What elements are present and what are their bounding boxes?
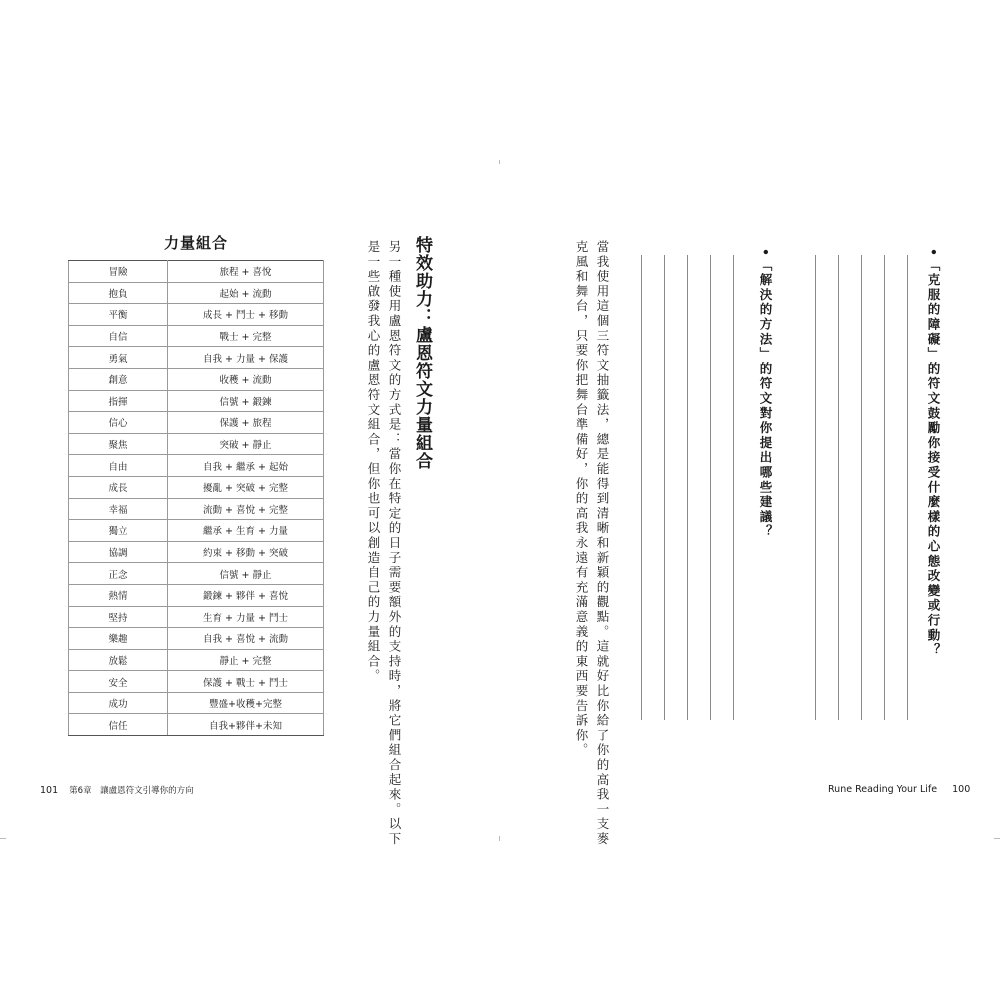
answer-line (838, 255, 839, 720)
answer-line (861, 255, 862, 720)
quality-cell: 平衡 (69, 304, 168, 326)
rune-combination-cell: 成長 + 鬥士 + 移動 (168, 304, 324, 326)
book-title: Rune Reading Your Life (828, 784, 938, 795)
answer-line (710, 255, 711, 720)
answer-line (733, 255, 734, 720)
table-row (69, 541, 324, 563)
rune-combination-cell: 突破 + 靜止 (168, 433, 324, 455)
power-combination-table (68, 260, 324, 736)
quality-cell: 信心 (69, 412, 168, 434)
right-body-line-1: 當我使用這個三符文抽籤法，總是能得到清晰和新穎的觀點。這就好比你給了你的高我一支麥 (595, 240, 610, 847)
quality-cell: 堅持 (69, 606, 168, 628)
rune-combination-cell: 生育 + 力量 + 鬥士 (168, 606, 324, 628)
rune-combination-cell: 信號 + 靜止 (168, 563, 324, 585)
quality-cell: 成功 (69, 692, 168, 714)
answer-line (884, 255, 885, 720)
table-row (69, 433, 324, 455)
quality-cell: 放鬆 (69, 649, 168, 671)
quality-cell: 安全 (69, 671, 168, 693)
rune-combination-cell: 鍛鍊 + 夥伴 + 喜悅 (168, 584, 324, 606)
table-row (69, 606, 324, 628)
quality-cell: 樂趣 (69, 628, 168, 650)
table-row (69, 368, 324, 390)
table-row (69, 498, 324, 520)
quality-cell: 勇氣 (69, 347, 168, 369)
answer-line (664, 255, 665, 720)
table-row (69, 455, 324, 477)
table-row (69, 520, 324, 542)
rune-combination-cell: 自我 + 喜悅 + 流動 (168, 628, 324, 650)
table-row (69, 412, 324, 434)
rune-combination-cell: 保護 + 戰士 + 鬥士 (168, 671, 324, 693)
table-row (69, 714, 324, 736)
table-row (69, 390, 324, 412)
rune-combination-cell: 保護 + 旅程 (168, 412, 324, 434)
left-page-number: 101 (40, 785, 59, 796)
quality-cell: 指揮 (69, 390, 168, 412)
quality-cell: 熱情 (69, 584, 168, 606)
right-page (500, 0, 1000, 1000)
quality-cell: 聚焦 (69, 433, 168, 455)
table-row (69, 649, 324, 671)
right-footer (828, 784, 970, 795)
rune-combination-cell: 收穫 + 流動 (168, 368, 324, 390)
rune-combination-cell: 自我+夥伴+未知 (168, 714, 324, 736)
rune-combination-cell: 靜止 + 完整 (168, 649, 324, 671)
question-solution: •「解決的方法」的符文對你提出哪些建議？ (758, 248, 773, 540)
rune-combination-cell: 信號 + 鍛鍊 (168, 390, 324, 412)
right-body-line-2: 克風和舞台，只要你把舞台準備好，你的高我永遠有充滿意義的東西要告訴你。 (574, 240, 589, 758)
table-row (69, 671, 324, 693)
quality-cell: 成長 (69, 476, 168, 498)
table-row (69, 347, 324, 369)
answer-line (687, 255, 688, 720)
rune-combination-cell: 旅程 + 喜悅 (168, 261, 324, 283)
rune-combination-cell: 起始 + 流動 (168, 282, 324, 304)
rune-combination-cell: 自我 + 繼承 + 起始 (168, 455, 324, 477)
quality-cell: 創意 (69, 368, 168, 390)
table-row (69, 304, 324, 326)
quality-cell: 協調 (69, 541, 168, 563)
table-row (69, 563, 324, 585)
section-heading: 特效助力：盧恩符文力量組合 (412, 236, 432, 470)
quality-cell: 冒險 (69, 261, 168, 283)
quality-cell: 幸福 (69, 498, 168, 520)
right-page-number: 100 (952, 784, 971, 795)
question-obstacle: •「克服的障礙」的符文鼓勵你接受什麼樣的心態改變或行動？ (926, 248, 941, 658)
rune-combination-cell: 豐盛+收穫+完整 (168, 692, 324, 714)
table-row (69, 476, 324, 498)
rune-combination-cell: 擾亂 + 突破 + 完整 (168, 476, 324, 498)
quality-cell: 獨立 (69, 520, 168, 542)
table-row (69, 261, 324, 283)
table-row (69, 325, 324, 347)
quality-cell: 正念 (69, 563, 168, 585)
rune-combination-cell: 自我 + 力量 + 保護 (168, 347, 324, 369)
answer-line (907, 255, 908, 720)
rune-combination-cell: 約束 + 移動 + 突破 (168, 541, 324, 563)
table-row (69, 282, 324, 304)
chapter-title: 第6章 讓盧恩符文引導你的方向 (69, 786, 194, 796)
rune-combination-cell: 繼承 + 生育 + 力量 (168, 520, 324, 542)
rune-combination-cell: 流動 + 喜悅 + 完整 (168, 498, 324, 520)
body-line-2: 是一些啟發我心的盧恩符文組合，但你也可以創造自己的力量組合。 (366, 240, 381, 684)
quality-cell: 自由 (69, 455, 168, 477)
answer-line (815, 255, 816, 720)
quality-cell: 抱負 (69, 282, 168, 304)
left-footer (40, 784, 194, 796)
answer-line (641, 255, 642, 720)
table-row (69, 692, 324, 714)
table-row (69, 628, 324, 650)
quality-cell: 自信 (69, 325, 168, 347)
table-title: 力量組合 (163, 234, 228, 252)
body-line-1: 另一種使用盧恩符文的方式是：當你在特定的日子需要額外的支持時，將它們組合起來。以下 (387, 240, 402, 847)
quality-cell: 信任 (69, 714, 168, 736)
rune-combination-cell: 戰士 + 完整 (168, 325, 324, 347)
table-row (69, 584, 324, 606)
